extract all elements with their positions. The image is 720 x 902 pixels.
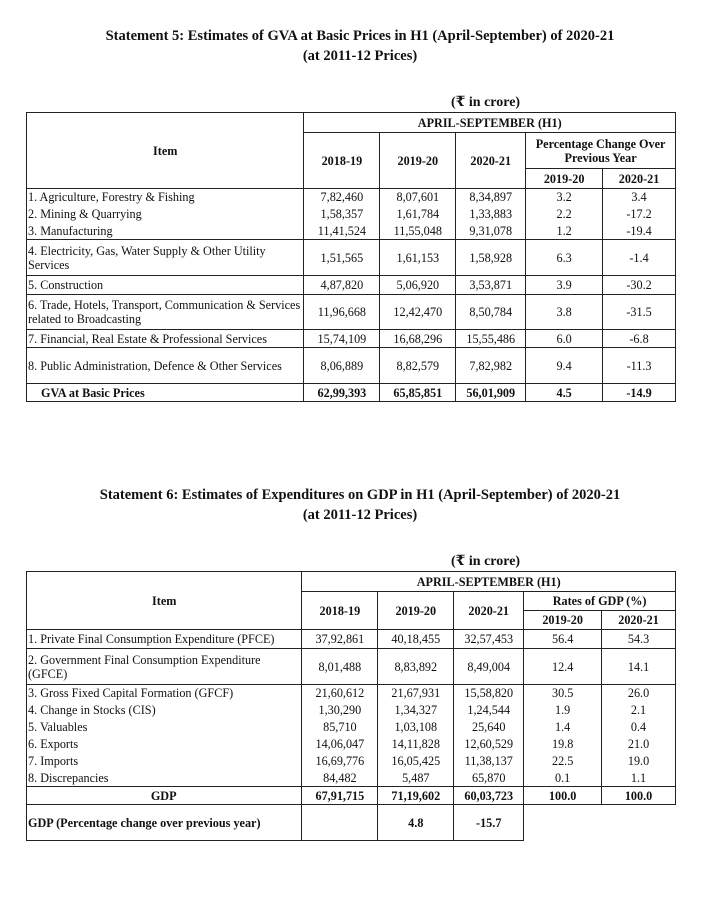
statement6-table xyxy=(26,571,676,841)
period-header: APRIL-SEPTEMBER (H1) xyxy=(304,113,676,133)
table-row: 7. Financial, Real Estate & Professional Services 15,74,109 16,68,296 15,55,486 6.0 -6.8 xyxy=(27,330,676,348)
table-row: 7. Imports 16,69,776 16,05,425 11,38,137 22.5 19.0 xyxy=(27,753,676,770)
item-header: Item xyxy=(27,113,304,189)
table-row: 5. Valuables 85,710 1,03,108 25,640 1.4 0.4 xyxy=(27,719,676,736)
change-year-header: 2020-21 xyxy=(603,169,676,189)
year-header: 2018-19 xyxy=(304,133,380,189)
gdp-change-row: GDP (Percentage change over previous year) 4.8 -15.7 xyxy=(27,805,676,841)
table-row: 2. Government Final Consumption Expenditure (GFCE) 8,01,488 8,83,892 8,49,004 12.4 14.1 xyxy=(27,649,676,685)
statement5-subtitle: (at 2011-12 Prices) xyxy=(302,48,418,64)
table-row: 8. Public Administration, Defence & Other Services 8,06,889 8,82,579 7,82,982 9.4 -11.3 xyxy=(27,348,676,384)
statement5-title: Statement 5: Estimates of GVA at Basic Prices in H1 (April-September) of 2020-21 xyxy=(105,28,615,44)
year-header: 2020-21 xyxy=(456,133,526,189)
table-row: 1. Agriculture, Forestry & Fishing 7,82,460 8,07,601 8,34,897 3.2 3.4 xyxy=(27,189,676,206)
change-year-header: 2019-20 xyxy=(526,169,603,189)
period-header: APRIL-SEPTEMBER (H1) xyxy=(302,572,676,592)
table-row: 6. Exports 14,06,047 14,11,828 12,60,529 19.8 21.0 xyxy=(27,736,676,753)
table-row: 3. Gross Fixed Capital Formation (GFCF) 21,60,612 21,67,931 15,58,820 30.5 26.0 xyxy=(27,685,676,702)
change-header: Percentage Change Over Previous Year xyxy=(526,133,676,169)
table-row: 3. Manufacturing 11,41,524 11,55,048 9,31,078 1.2 -19.4 xyxy=(27,223,676,240)
statement6-subtitle: (at 2011-12 Prices) xyxy=(302,507,418,523)
item-header: Item xyxy=(27,572,302,630)
table-row: 8. Discrepancies 84,482 5,487 65,870 0.1 1.1 xyxy=(27,770,676,787)
year-header: 2020-21 xyxy=(454,592,524,630)
table-row: 4. Change in Stocks (CIS) 1,30,290 1,34,327 1,24,544 1.9 2.1 xyxy=(27,702,676,719)
table-row: 6. Trade, Hotels, Transport, Communication & Services related to Broadcasting 11,96,668 12,42,470 8,50,784 3.8 -31.5 xyxy=(27,295,676,330)
rates-year-header: 2019-20 xyxy=(524,611,602,630)
total-row: GDP 67,91,715 71,19,602 60,03,723 100.0 100.0 xyxy=(27,787,676,805)
rates-header: Rates of GDP (%) xyxy=(524,592,676,611)
rates-year-header: 2020-21 xyxy=(602,611,676,630)
table-row: 4. Electricity, Gas, Water Supply & Other Utility Services 1,51,565 1,61,153 1,58,928 6.3 -1.4 xyxy=(27,240,676,276)
table-row: 1. Private Final Consumption Expenditure (PFCE) 37,92,861 40,18,455 32,57,453 56.4 54.3 xyxy=(27,630,676,649)
total-row: GVA at Basic Prices 62,99,393 65,85,851 56,01,909 4.5 -14.9 xyxy=(27,384,676,402)
statement5-table xyxy=(26,112,676,402)
year-header: 2018-19 xyxy=(302,592,378,630)
table-row: 2. Mining & Quarrying 1,58,357 1,61,784 1,33,883 2.2 -17.2 xyxy=(27,206,676,223)
statement6-title: Statement 6: Estimates of Expenditures on GDP in H1 (April-September) of 2020-21 xyxy=(99,487,621,503)
statement5-unit: (₹ in crore) xyxy=(451,95,521,110)
statement6-unit: (₹ in crore) xyxy=(451,554,521,569)
year-header: 2019-20 xyxy=(378,592,454,630)
table-row: 5. Construction 4,87,820 5,06,920 3,53,871 3.9 -30.2 xyxy=(27,276,676,295)
year-header: 2019-20 xyxy=(380,133,456,189)
